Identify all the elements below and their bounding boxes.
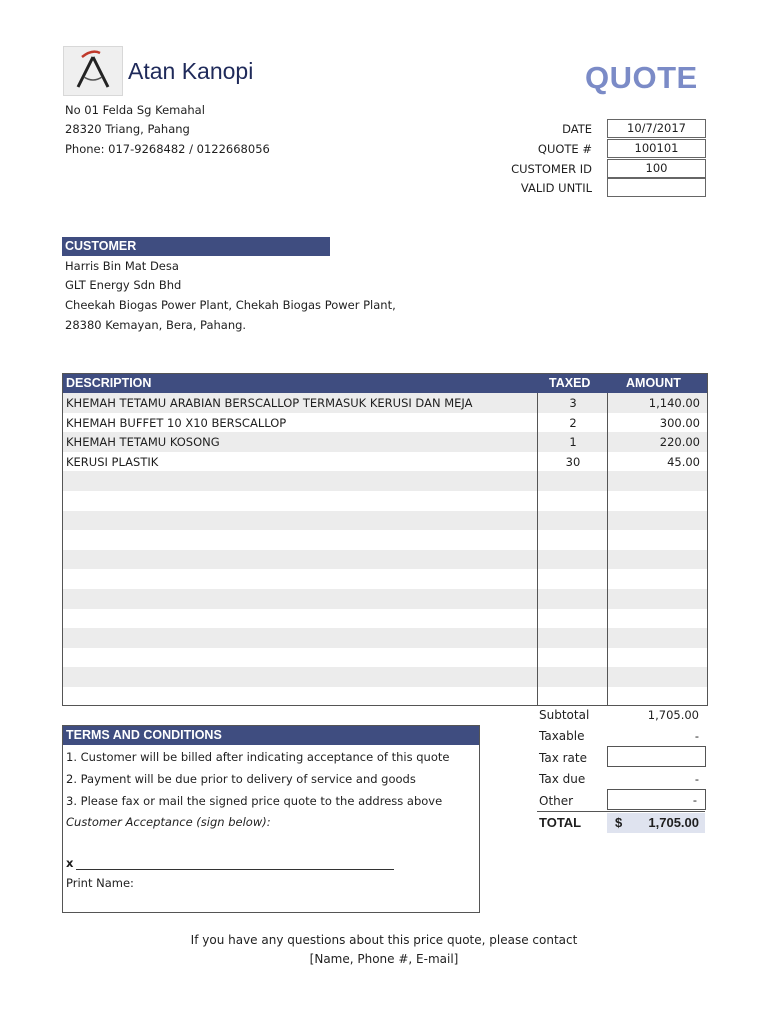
customer-company: GLT Energy Sdn Bhd — [65, 278, 182, 292]
subtotal-value: 1,705.00 — [647, 708, 699, 722]
other-value: - — [692, 793, 697, 807]
company-name: Atan Kanopi — [128, 58, 254, 84]
customer-address-line: 28380 Kemayan, Bera, Pahang. — [65, 318, 247, 332]
table-row[interactable] — [63, 550, 707, 570]
company-phone: Phone: 017-9268482 / 0122668056 — [65, 142, 270, 156]
tax-rate-label: Tax rate — [539, 751, 587, 765]
customer-name: Harris Bin Mat Desa — [65, 259, 179, 273]
item-amount: 1,140.00 — [648, 396, 700, 410]
column-divider — [607, 393, 608, 705]
item-description: KHEMAH BUFFET 10 X10 BERSCALLOP — [66, 415, 287, 430]
valid-until-field[interactable] — [607, 178, 706, 197]
customer-header: CUSTOMER — [62, 237, 330, 256]
total-label: TOTAL — [539, 815, 582, 830]
table-row[interactable] — [63, 393, 707, 413]
terms-line: 3. Please fax or mail the signed price quote to the address above — [66, 794, 443, 808]
table-row[interactable] — [63, 471, 707, 491]
total-currency: $ — [615, 815, 623, 830]
other-label: Other — [539, 794, 574, 808]
taxed-column-header: TAXED — [549, 376, 591, 390]
total-divider — [537, 811, 705, 812]
customer-address-line: Cheekah Biogas Power Plant, Chekah Biogas Power Plant, — [65, 298, 396, 312]
taxable-label: Taxable — [539, 729, 585, 743]
taxable-value: - — [694, 729, 699, 743]
company-address-line: No 01 Felda Sg Kemahal — [65, 103, 205, 117]
item-description: KERUSI PLASTIK — [66, 454, 159, 469]
total-cell — [607, 813, 705, 833]
footer-contact-placeholder: [Name, Phone #, E-mail] — [309, 952, 459, 966]
item-amount: 220.00 — [659, 435, 700, 450]
table-row[interactable] — [63, 589, 707, 609]
footer-contact-text: If you have any questions about this price quote, please contact — [190, 933, 578, 947]
document-title: QUOTE — [585, 60, 698, 95]
date-label: DATE — [562, 122, 592, 136]
items-table-header — [63, 374, 707, 393]
table-row[interactable] — [63, 648, 707, 668]
amount-column-header: AMOUNT — [626, 376, 681, 390]
item-taxed: 1 — [569, 435, 577, 450]
tax-due-label: Tax due — [539, 772, 586, 786]
item-taxed: 2 — [569, 415, 577, 430]
table-row[interactable] — [63, 609, 707, 629]
subtotal-label: Subtotal — [539, 708, 590, 722]
table-row[interactable] — [63, 530, 707, 550]
table-row[interactable] — [63, 432, 707, 452]
company-address-line: 28320 Triang, Pahang — [65, 122, 190, 136]
table-row[interactable] — [63, 511, 707, 531]
signature-line[interactable] — [76, 869, 394, 870]
terms-panel — [62, 725, 480, 913]
terms-header: TERMS AND CONDITIONS — [63, 726, 479, 745]
table-row[interactable] — [63, 687, 707, 707]
signature-mark: x — [66, 856, 74, 870]
company-logo — [63, 46, 123, 96]
item-taxed: 3 — [569, 396, 577, 410]
total-value: 1,705.00 — [648, 815, 699, 830]
valid-until-label: VALID UNTIL — [520, 181, 592, 195]
terms-line: 2. Payment will be due prior to delivery of service and goods — [66, 772, 416, 786]
customer-id-label: CUSTOMER ID — [511, 162, 592, 176]
acceptance-label: Customer Acceptance (sign below): — [66, 815, 271, 829]
table-row[interactable] — [63, 667, 707, 687]
item-description: KHEMAH TETAMU KOSONG — [66, 435, 220, 450]
description-column-header: DESCRIPTION — [66, 376, 152, 390]
quote-number-field[interactable]: 100101 — [607, 139, 706, 158]
table-row[interactable] — [63, 628, 707, 648]
tax-due-value: - — [694, 772, 699, 786]
items-table — [62, 373, 708, 706]
table-row[interactable] — [63, 413, 707, 433]
tax-rate-field[interactable] — [607, 746, 706, 767]
item-amount: 300.00 — [659, 415, 700, 430]
item-description: KHEMAH TETAMU ARABIAN BERSCALLOP TERMASUK KERUSI DAN MEJA — [66, 396, 473, 410]
customer-id-field[interactable]: 100 — [607, 159, 706, 178]
column-divider — [537, 393, 538, 705]
tent-logo-icon — [64, 47, 122, 95]
print-name-label: Print Name: — [66, 876, 134, 890]
terms-line: 1. Customer will be billed after indicating acceptance of this quote — [66, 750, 450, 764]
quote-number-label: QUOTE # — [537, 142, 592, 156]
item-taxed: 30 — [565, 454, 581, 469]
table-row[interactable] — [63, 569, 707, 589]
date-field[interactable]: 10/7/2017 — [607, 119, 706, 138]
item-amount: 45.00 — [667, 454, 700, 469]
table-row[interactable] — [63, 491, 707, 511]
table-row[interactable] — [63, 452, 707, 472]
other-field[interactable] — [607, 789, 706, 810]
